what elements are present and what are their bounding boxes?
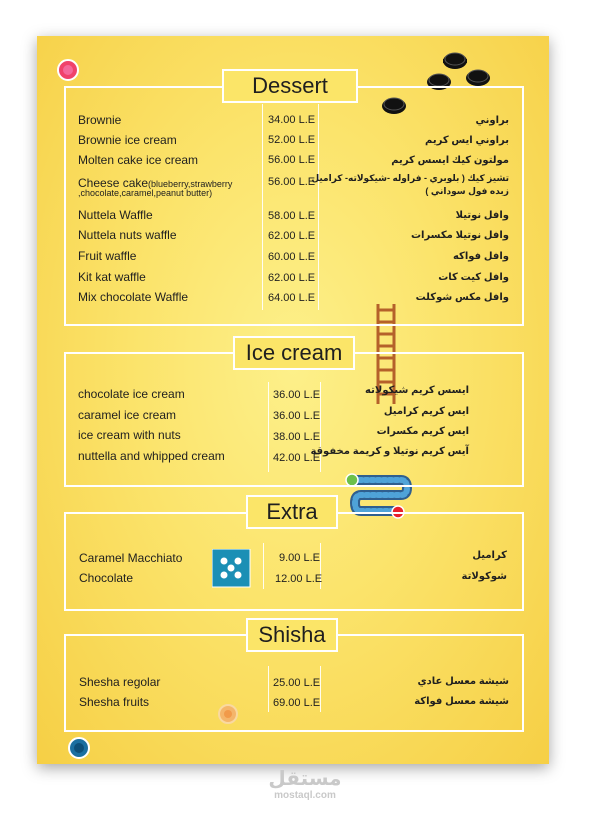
menu-item-arabic: ايسس كريم شيكولاته: [365, 385, 469, 396]
menu-item-name: Kit kat waffle: [78, 270, 146, 284]
menu-item-price: 52.00 L.E: [268, 134, 316, 146]
menu-item-arabic: ايس كريم كراميل: [383, 406, 469, 417]
menu-item-arabic: تشيز كيك ( بلوبري - فراوله -شيكولاته- كراميل: [311, 173, 509, 183]
section-title-dessert: Dessert: [222, 69, 358, 103]
menu-item-arabic: زبده فول سوداني ): [425, 186, 509, 196]
red-token-icon: [56, 58, 80, 82]
menu-item-arabic: براوني ايس كريم: [425, 135, 509, 146]
menu-item-arabic: شيشة معسل عادي: [417, 676, 509, 687]
menu-item-name: Brownie ice cream: [78, 133, 177, 147]
menu-item-name: Shesha fruits: [79, 695, 150, 709]
menu-item-price: 12.00 L.E: [275, 573, 323, 585]
section-title-icecream: Ice cream: [233, 336, 355, 370]
menu-item-arabic: آيس كريم نوتيلا و كريمة مخفوقة: [310, 446, 469, 457]
menu-poster: [37, 36, 549, 764]
menu-item-price: 38.00 L.E: [273, 431, 321, 443]
menu-item-price: 64.00 L.E: [268, 292, 316, 304]
menu-item-name: Nuttela nuts waffle: [78, 228, 177, 242]
blue-token-icon: [67, 736, 91, 760]
divider: [263, 543, 264, 589]
menu-item-name: Brownie: [78, 113, 122, 127]
menu-item-arabic: كراميل: [472, 550, 507, 561]
menu-item-price: 69.00 L.E: [273, 697, 321, 709]
menu-item-arabic: شوكولاتة: [461, 571, 507, 582]
menu-item-arabic: وافل نوتيلا مكسرات: [410, 230, 509, 241]
menu-item-name: Mix chocolate Waffle: [78, 290, 189, 304]
divider: [318, 104, 319, 310]
menu-item-price: 34.00 L.E: [268, 114, 316, 126]
watermark-latin: mostaql.com: [274, 790, 336, 801]
menu-item-arabic: ايس كريم مكسرات: [376, 426, 469, 437]
menu-item-name: Chocolate: [79, 571, 134, 585]
section-title-extra: Extra: [246, 495, 338, 529]
menu-item-arabic: وافل فواكه: [452, 251, 509, 262]
menu-item-price: 56.00 L.E: [268, 176, 316, 188]
menu-item-price: 58.00 L.E: [268, 210, 316, 222]
section-title-shisha: Shisha: [246, 618, 338, 652]
menu-item-detail: ,chocolate,caramel,peanut butter): [78, 188, 213, 198]
menu-item-name: Shesha regolar: [79, 675, 161, 689]
menu-item-arabic: براوني: [475, 115, 509, 126]
menu-item-price: 9.00 L.E: [279, 552, 320, 564]
divider: [268, 666, 269, 712]
menu-item-arabic: وافل نوتيلا: [455, 210, 509, 221]
menu-item-arabic: وافل مكس شوكلت: [415, 292, 509, 303]
menu-item-arabic: شيشة معسل فواكة: [414, 696, 509, 707]
divider: [262, 104, 263, 310]
menu-item-price: 56.00 L.E: [268, 154, 316, 166]
divider: [320, 382, 321, 472]
menu-item-price: 36.00 L.E: [273, 410, 321, 422]
menu-item-name: ice cream with nuts: [78, 428, 181, 442]
menu-item-name: Nuttela Waffle: [78, 208, 153, 222]
menu-item-price: 62.00 L.E: [268, 230, 316, 242]
menu-item-name: Caramel Macchiato: [79, 551, 183, 565]
menu-item-name: Cheese cake: [78, 176, 149, 190]
menu-item-arabic: مولتون كيك ايسس كريم: [391, 155, 509, 166]
watermark: [265, 768, 345, 802]
menu-item-price: 62.00 L.E: [268, 272, 316, 284]
menu-item-name: nuttella and whipped cream: [78, 449, 225, 463]
menu-item-price: 36.00 L.E: [273, 389, 321, 401]
menu-item-price: 60.00 L.E: [268, 251, 316, 263]
menu-item-detail: (blueberry,strawberry: [148, 179, 233, 189]
menu-item-price: 25.00 L.E: [273, 677, 321, 689]
divider: [320, 666, 321, 712]
menu-item-arabic: وافل كيت كات: [438, 272, 509, 283]
divider: [268, 382, 269, 472]
menu-item-price: 42.00 L.E: [273, 452, 321, 464]
watermark-arabic: مستقل: [268, 768, 342, 790]
menu-item-name: Molten cake ice cream: [78, 153, 199, 167]
menu-item-name: chocolate ice cream: [78, 387, 185, 401]
menu-item-name: Fruit waffle: [78, 249, 137, 263]
menu-item-name: caramel ice cream: [78, 408, 177, 422]
